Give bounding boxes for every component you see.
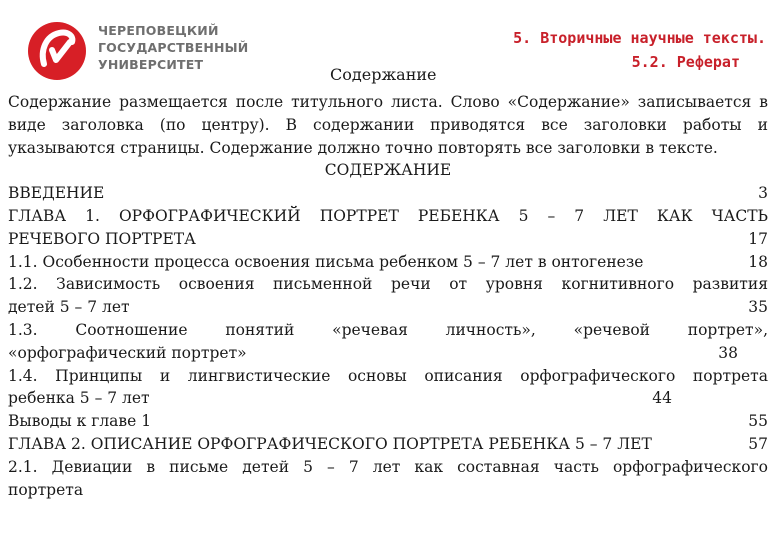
toc-entry-page: 44 (652, 389, 672, 408)
toc-entry-page: 38 (718, 343, 738, 362)
toc-entry-text: ГЛАВА 1. ОРФОГРАФИЧЕСКИЙ ПОРТРЕТ РЕБЕНКА 5 – 7 ЛЕТ КАК ЧАСТЬ (8, 206, 768, 225)
toc-entry-text: 1.4. Принципы и лингвистические основы описания орфографического портрета (8, 366, 768, 385)
page-heading: Содержание (330, 65, 437, 84)
logo-line: ЧЕРЕПОВЕЦКИЙ (98, 23, 219, 38)
toc-entry-text: 2.1. Девиации в письме детей 5 – 7 лет как составная часть орфографического (8, 457, 768, 476)
toc-entry-text-cont: ребенка 5 – 7 лет (8, 389, 150, 408)
toc-entry (8, 319, 768, 365)
toc-entry-page: 55 (748, 412, 768, 431)
toc-entry-text: Выводы к главе 1 (8, 412, 152, 431)
toc-entry-page: 18 (748, 252, 768, 271)
toc-entry-page: 35 (748, 298, 768, 317)
university-emblem-icon (26, 20, 88, 82)
university-name (98, 22, 248, 73)
toc-entry (8, 205, 768, 251)
toc-entry-text: 1.3. Соотношение понятий «речевая личность», «речевой портрет», (8, 320, 768, 339)
toc-entry-text: ГЛАВА 2. ОПИСАНИЕ ОРФОГРАФИЧЕСКОГО ПОРТРЕТА РЕБЕНКА 5 – 7 ЛЕТ (8, 434, 652, 453)
document-body (8, 91, 768, 501)
toc-entry (8, 182, 768, 205)
subsection-title: 5.2. Реферат (631, 53, 740, 71)
toc-entry-text: ВВЕДЕНИЕ (8, 184, 105, 203)
toc-entry-text-cont: портрета (8, 480, 84, 499)
toc-entry (8, 365, 768, 411)
toc-entry-page: 3 (758, 184, 768, 203)
toc-entry-text-cont: РЕЧЕВОГО ПОРТРЕТА (8, 229, 196, 248)
university-logo (26, 20, 249, 82)
logo-line: ГОСУДАРСТВЕННЫЙ (98, 40, 249, 55)
toc-entry-text-cont: «орфографический портрет» (8, 343, 247, 362)
intro-paragraph: Содержание размещается после титульного листа. Слово «Содержание» записывается в виде заголовка (по центру). В содержании приводятся все заголовки работы и указываются страницы. Содержание должно точно повторять все заголовки в тексте. (8, 93, 768, 157)
toc-entry-text: 1.1. Особенности процесса освоения письма ребенком 5 – 7 лет в онтогенезе (8, 252, 644, 271)
toc-entry-page: 57 (748, 434, 768, 453)
toc-title: СОДЕРЖАНИЕ (324, 161, 452, 180)
toc-entry-text-cont: детей 5 – 7 лет (8, 298, 130, 317)
toc-entry (8, 273, 768, 319)
toc-entry-page: 17 (748, 229, 768, 248)
section-title: 5. Вторичные научные тексты. (513, 29, 766, 47)
toc-entry (8, 410, 768, 433)
toc-entry-text: 1.2. Зависимость освоения письменной речи от уровня когнитивного развития (8, 275, 768, 294)
logo-line: УНИВЕРСИТЕТ (98, 57, 204, 72)
toc-entry (8, 433, 768, 456)
toc-entry (8, 251, 768, 274)
toc-entry (8, 456, 768, 502)
